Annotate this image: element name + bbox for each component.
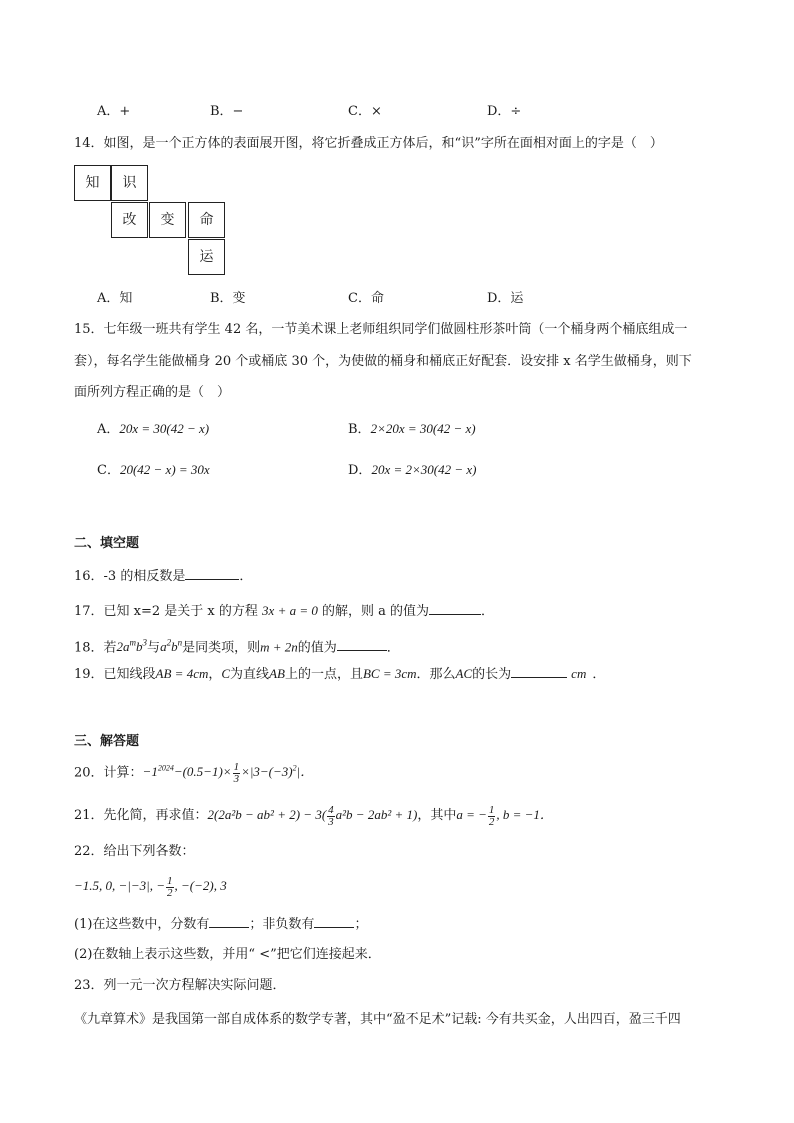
- q22-text: 22．给出下列各数：: [74, 844, 195, 859]
- answer-blank: [314, 915, 354, 928]
- q18-term1: [117, 639, 148, 654]
- expr-part: |．: [296, 764, 314, 780]
- q15-option-a: [97, 420, 209, 439]
- q18-text: 18．若: [74, 640, 117, 656]
- q14-text: 14．如图，是一个正方体的表面展开图，将它折叠成正方体后，和“识”字所在面相对面上的字是（ ）: [74, 136, 663, 151]
- option-label: A．: [97, 422, 120, 437]
- net-cell-shi: 识: [111, 165, 148, 201]
- line-ab: AB: [269, 666, 285, 681]
- q16-end: ．: [239, 569, 253, 584]
- term-exp: 2: [166, 638, 172, 648]
- q18-expression: m + 2n: [260, 639, 298, 655]
- equation: 2×20x = 30(42 − x): [370, 421, 476, 436]
- expr-part: a²b − 2ab² + 1): [335, 807, 418, 822]
- frac-num: 1: [233, 760, 240, 773]
- q19-text: ．那么: [416, 667, 456, 682]
- q23-text: 23．列一元一次方程解决实际问题．: [74, 978, 286, 993]
- frac-num: 1: [167, 874, 173, 887]
- term-exp: n: [177, 638, 183, 648]
- part1-text: ；: [354, 917, 368, 932]
- net-cell-zhi: 知: [74, 165, 111, 201]
- equation: 20x = 30(42 − x): [119, 421, 210, 436]
- q23-line2: 《九章算术》是我国第一部自成体系的数学专著，其中“盈不足术”记载: 今有共买金，人出四百，盈三千四: [74, 1012, 681, 1027]
- expr-part: ×|3−(−3): [241, 764, 293, 780]
- q19-text: 19．已知线段: [74, 667, 156, 682]
- q14-option-c: C．命: [348, 291, 384, 306]
- segment-ac: AC: [455, 666, 473, 681]
- q16: [74, 567, 252, 586]
- q15-option-b: [348, 420, 476, 439]
- q15-line1: 15．七年级一班共有学生 42 名，一节美术课上老师组织同学们做圆柱形茶叶筒（一个桶身两个桶底组成一: [74, 322, 688, 337]
- term-base: b: [136, 639, 143, 655]
- q20-text: 20．计算：: [74, 765, 143, 781]
- answer-blank: [337, 638, 387, 651]
- term-base: 2a: [116, 639, 130, 655]
- expr-exp: 2024: [157, 764, 174, 773]
- net-cell-bian: 变: [149, 202, 186, 238]
- q21-text: 21．先化简，再求值：: [74, 808, 208, 823]
- q14-option-b: B．变: [210, 291, 246, 306]
- frac-den: 2: [167, 886, 173, 899]
- q19-eq-bc: BC = 3cm: [362, 666, 417, 681]
- q18-end: ．: [386, 640, 400, 656]
- expr-part: −(0.5−1)×: [173, 764, 232, 780]
- q22-part2: (2)在数轴上表示这些数，并用“ <”把它们连接起来．: [74, 947, 381, 962]
- part1-text: (1)在这些数中，分数有: [74, 917, 210, 932]
- part1-text: ；非负数有: [249, 917, 315, 932]
- q14-option-d: D．运: [487, 291, 524, 306]
- nums-part: −1.5, 0, −|−3|, −: [74, 878, 165, 893]
- q15-option-c: [97, 461, 210, 480]
- q17-text: 17．已知 x=2 是关于 x 的方程: [74, 604, 258, 619]
- answer-blank: [185, 567, 239, 580]
- answer-blank: [511, 665, 567, 678]
- q19-end: ．: [592, 667, 606, 682]
- q13-option-c: C．×: [348, 104, 382, 119]
- frac-den: 2: [488, 815, 495, 828]
- section-heading-answer: 三、解答题: [74, 734, 140, 749]
- q18-text-mid: 与: [147, 640, 161, 656]
- section-heading-fill-in: 二、填空题: [74, 536, 140, 551]
- q18-text-post: 的值为: [297, 640, 337, 656]
- frac-den: 3: [328, 815, 334, 828]
- net-cell-gai: 改: [111, 202, 148, 238]
- q16-text: 16．-3 的相反数是: [74, 569, 186, 584]
- q18-text-mid2: 是同类项，则: [182, 640, 261, 656]
- q13-option-a: A．+: [97, 104, 131, 119]
- frac-num: 1: [488, 803, 495, 816]
- q15-line3: 面所列方程正确的是（ ）: [74, 385, 231, 400]
- option-label: D．: [348, 463, 372, 478]
- fraction: [488, 805, 496, 828]
- q17: [74, 602, 494, 621]
- net-cell-yun: 运: [188, 239, 225, 275]
- q19-eq-ab: AB = 4cm: [155, 666, 209, 681]
- q21-text: ，其中: [417, 808, 457, 823]
- q21-condition: [456, 803, 553, 828]
- q19-text: ，: [208, 667, 222, 682]
- q21-expression: [207, 803, 418, 828]
- point-c: C: [221, 666, 231, 681]
- nums-part: , −(−2), 3: [174, 878, 227, 893]
- frac-den: 3: [233, 772, 240, 785]
- fraction: [166, 876, 174, 899]
- q19: [74, 665, 605, 684]
- q19-text: 上的一点，且: [284, 667, 363, 682]
- q17-text-mid: 的解，则 a 的值为: [322, 604, 430, 619]
- frac-num: 4: [328, 803, 334, 816]
- q22-numbers: [74, 873, 227, 899]
- answer-blank: [209, 915, 249, 928]
- q19-text: 的长为: [472, 667, 512, 682]
- unit-cm: cm: [571, 666, 587, 681]
- q20: [74, 758, 313, 785]
- q17-end: ．: [481, 604, 495, 619]
- q14-option-a: A．知: [97, 291, 133, 306]
- term-exp: 3: [142, 638, 148, 648]
- q15-option-d: [348, 461, 476, 480]
- q19-text: 为直线: [230, 667, 270, 682]
- q13-option-d: D．÷: [487, 104, 522, 119]
- q18-term2: [160, 639, 182, 654]
- q21: [74, 802, 553, 829]
- net-cell-ming: 命: [188, 202, 225, 238]
- equation: 20(42 − x) = 30x: [119, 462, 210, 477]
- q17-equation: 3x + a = 0: [262, 603, 318, 618]
- q13-option-b: B．−: [210, 104, 244, 119]
- expr-exp: 2: [292, 764, 297, 773]
- cond-part: a = −: [456, 807, 487, 822]
- equation: 20x = 2×30(42 − x): [371, 462, 477, 477]
- expr-part: 2(2a²b − ab² + 2) − 3(: [207, 807, 327, 822]
- option-label: C．: [97, 463, 120, 478]
- option-label: B．: [348, 422, 371, 437]
- term-exp: m: [129, 638, 137, 648]
- answer-blank: [429, 602, 481, 615]
- fraction: [327, 805, 335, 828]
- expr-part: −1: [142, 764, 158, 780]
- term-base: b: [171, 639, 178, 655]
- cond-part: , b = −1．: [496, 807, 553, 822]
- fraction: [233, 762, 241, 785]
- q20-expression: [142, 760, 314, 785]
- term-base: a: [160, 639, 167, 655]
- q18: [74, 634, 400, 657]
- q15-line2: 套），每名学生能做桶身 20 个或桶底 30 个，为使做的桶身和桶底正好配套．设安排 x 名学生做桶身，则下: [74, 354, 692, 369]
- q22-part1: [74, 915, 367, 934]
